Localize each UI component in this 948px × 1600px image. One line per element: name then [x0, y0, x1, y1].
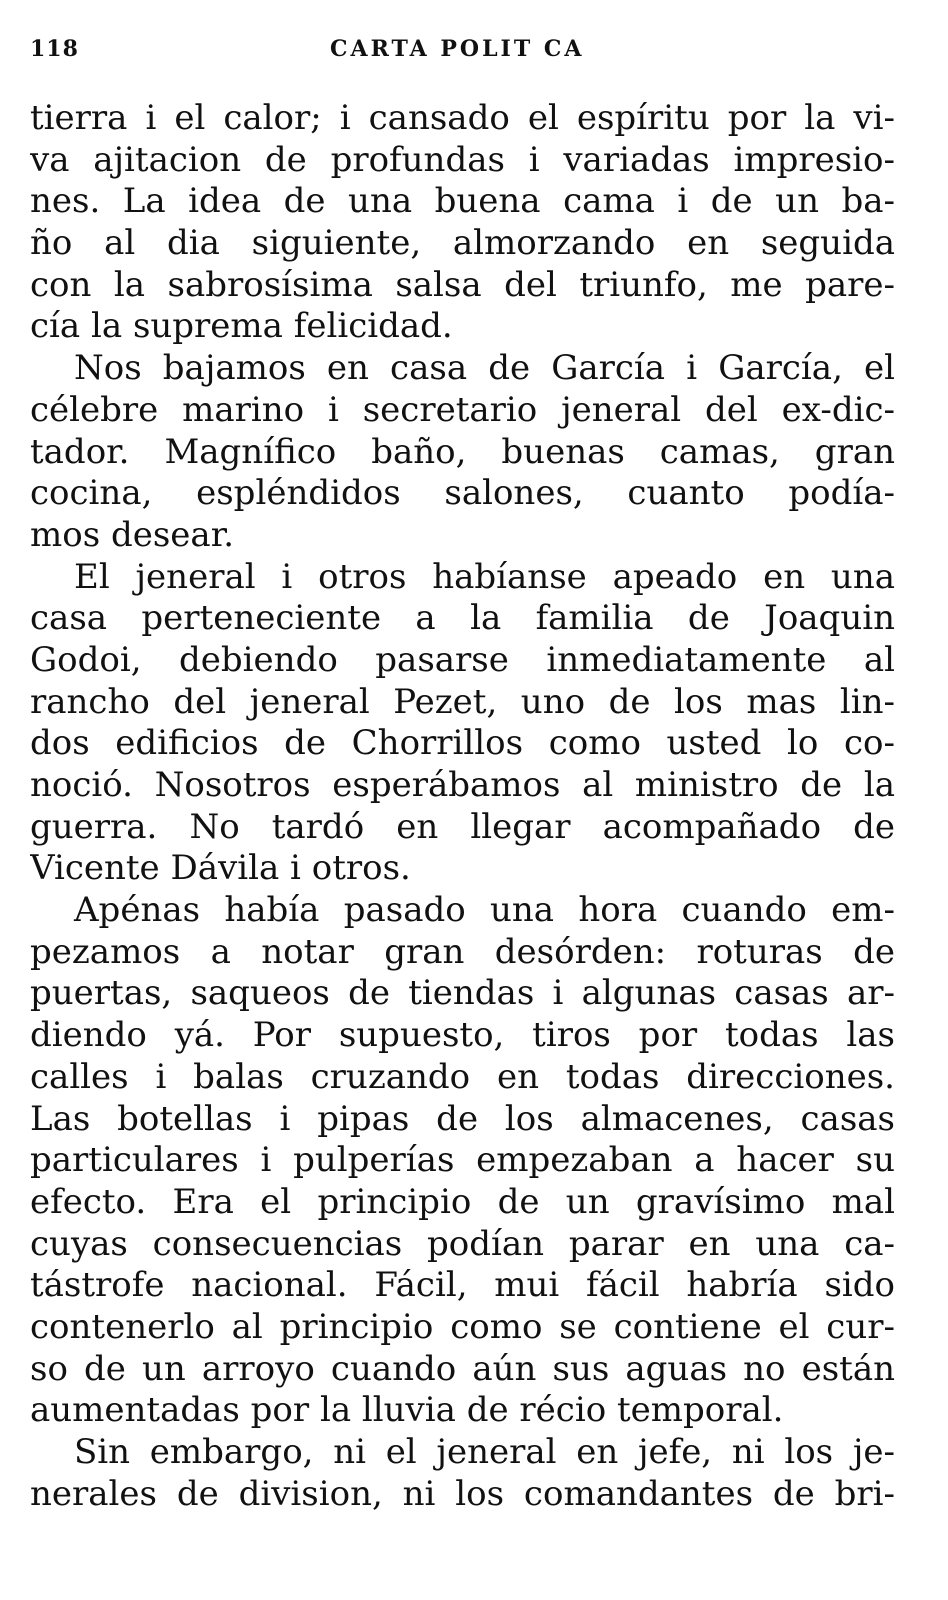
text-line: calles i balas cruzando en todas direcciones.: [30, 1056, 895, 1097]
text-line: particulares i pulperías empezaban a hacer su: [30, 1140, 895, 1181]
text-line: dos edificios de Chorrillos como usted lo co-: [30, 723, 895, 764]
paragraph-garcia: [30, 348, 895, 556]
text-line: Godoi, debiendo pasarse inmediatamente al: [30, 639, 895, 680]
text-line: Sin embargo, ni el jeneral en jefe, ni los je-: [74, 1432, 895, 1472]
text-line: cocina, espléndidos salones, cuanto podía-: [30, 473, 895, 514]
text-line: cía la suprema felicidad.: [30, 306, 453, 347]
paragraph-continuation: [30, 98, 895, 348]
text-line: pezamos a notar gran desórden: roturas de: [30, 931, 895, 972]
paragraph-jeneral: [30, 557, 895, 891]
text-line: tador. Magnífico baño, buenas camas, gran: [30, 431, 895, 472]
text-line: Las botellas i pipas de los almacenes, casas: [30, 1098, 895, 1139]
text-line: diendo yá. Por supuesto, tiros por todas las: [30, 1015, 895, 1056]
text-line: efecto. Era el principio de un gravísimo mal: [30, 1181, 895, 1222]
text-line: aumentadas por la lluvia de récio temporal.: [30, 1390, 784, 1431]
text-line: tierra i el calor; i cansado el espíritu por la vi-: [30, 98, 895, 138]
text-line: contenerlo al principio como se contiene el cur-: [30, 1306, 895, 1347]
text-line: puertas, saqueos de tiendas i algunas casas ar-: [30, 973, 895, 1014]
text-line: nerales de division, ni los comandantes de bri-: [30, 1473, 895, 1514]
text-line: El jeneral i otros habíanse apeado en una: [74, 556, 895, 597]
text-line: Vicente Dávila i otros.: [30, 848, 411, 889]
text-line: guerra. No tardó en llegar acompañado de: [30, 806, 895, 847]
body-text: [30, 98, 895, 1515]
text-line: cuyas consecuencias podían parar en una ca-: [30, 1223, 895, 1264]
text-line: mos desear.: [30, 514, 235, 555]
text-line: va ajitacion de profundas i variadas impresio-: [30, 139, 895, 180]
text-line: Nos bajamos en casa de García i García, el: [74, 348, 895, 389]
text-line: so de un arroyo cuando aún sus aguas no están: [30, 1348, 895, 1389]
text-line: nes. La idea de una buena cama i de un ba-: [30, 181, 895, 222]
paragraph-desorden: [30, 890, 895, 1432]
text-line: rancho del jeneral Pezet, uno de los mas lin-: [30, 681, 895, 722]
text-line: Apénas había pasado una hora cuando em-: [74, 890, 895, 931]
page-header: [30, 36, 910, 76]
text-line: tástrofe nacional. Fácil, mui fácil habría sido: [30, 1265, 895, 1306]
running-title: CARTA POLIT CA: [330, 36, 585, 62]
paragraph-sin-embargo: [30, 1432, 895, 1515]
text-line: con la sabrosísima salsa del triunfo, me pare-: [30, 264, 895, 305]
text-line: célebre marino i secretario jeneral del ex-dic-: [30, 389, 895, 430]
page-number: 118: [30, 36, 79, 62]
text-line: noció. Nosotros esperábamos al ministro de la: [30, 765, 895, 805]
text-line: ño al dia siguiente, almorzando en seguida: [30, 223, 895, 264]
text-line: casa perteneciente a la familia de Joaquin: [30, 598, 895, 639]
